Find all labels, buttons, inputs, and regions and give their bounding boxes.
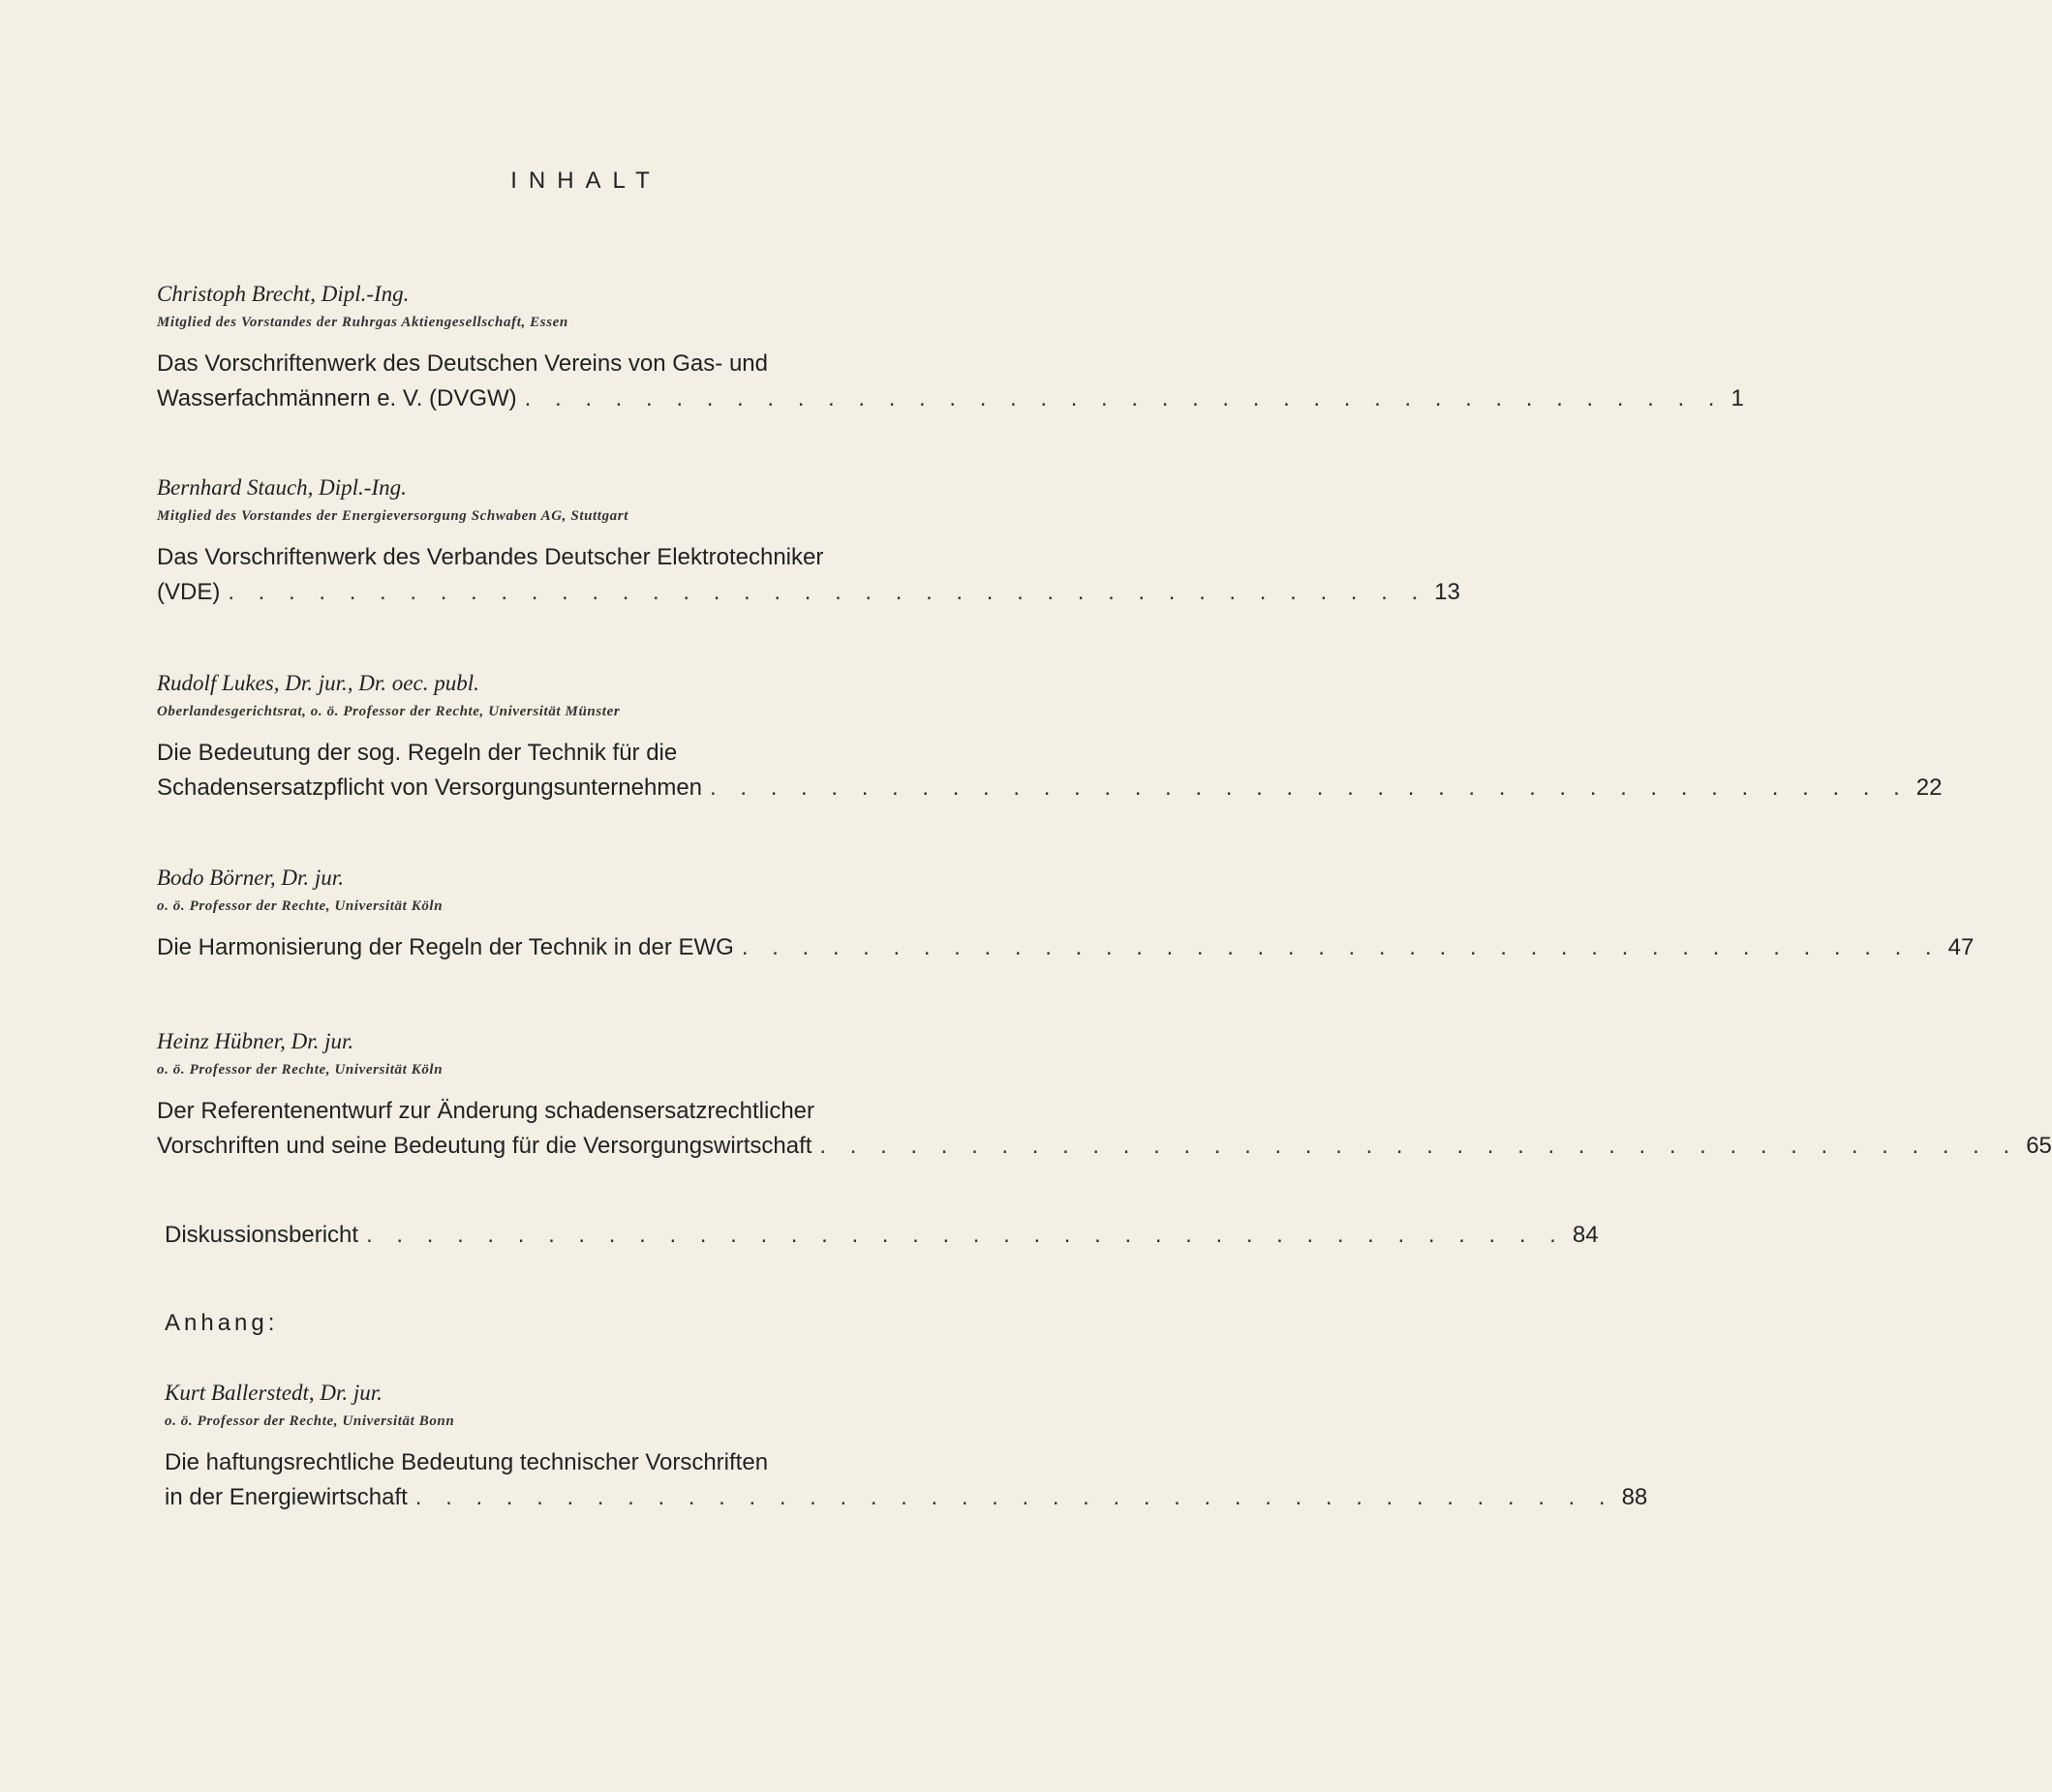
entry-title [157,1218,1599,1253]
entry-page-number: 1 [1730,385,1744,411]
entry-title-line-with-page [157,1218,1599,1253]
entry-affiliation: Mitglied des Vorstandes der Ruhrgas Aktiengesellschaft, Essen [157,315,568,330]
entry-page-number: 13 [1434,579,1460,605]
entry-title [165,1445,1648,1515]
entry-title [157,930,1975,965]
entry-author: Heinz Hübner, Dr. jur. [157,1029,354,1053]
entry-title [157,540,1460,610]
entry-title-text: Vorschriften und seine Bedeutung für die Versorgungswirtschaft [157,1133,812,1159]
entry-title-line: Das Vorschriftenwerk des Deutschen Vereins von Gas- und [157,350,768,377]
toc-entry-huebner [157,1028,2052,1164]
toc-entry-lukes [157,670,1943,805]
leader-dots: . . . . . . . . . . . . . . . . . . . . . . . . . . . . . . . . . . . . . . . . [414,1484,1614,1510]
leader-dots: . . . . . . . . . . . . . . . . . . . . . . . . . . . . . . . . . . . . . . . . [524,385,1724,411]
entry-author: Rudolf Lukes, Dr. jur., Dr. oec. publ. [157,671,479,695]
entry-title-text: Diskussionsbericht [165,1222,359,1248]
entry-affiliation: Mitglied des Vorstandes der Energieversorgung Schwaben AG, Stuttgart [157,508,628,524]
entry-affiliation: Oberlandesgerichtsrat, o. ö. Professor der Rechte, Universität Münster [157,704,621,719]
entry-title-line-with-page [157,930,1975,965]
entry-affiliation: o. ö. Professor der Rechte, Universität Köln [157,898,444,914]
leader-dots: . . . . . . . . . . . . . . . . . . . . . . . . . . . . . . . . . . . . . . . . [741,934,1941,960]
entry-page-number: 47 [1947,934,1975,960]
entry-author: Kurt Ballerstedt, Dr. jur. [165,1381,383,1405]
entry-title [157,1094,2052,1164]
entry-title-line: Die Bedeutung der sog. Regeln der Technik für die [157,740,678,766]
entry-affiliation: o. ö. Professor der Rechte, Universität Köln [157,1062,444,1078]
toc-entry-discussion [157,1218,1599,1253]
entry-title [157,347,1744,416]
entry-title-line-with-page [157,771,1943,805]
entry-title-line-with-page [157,1129,2052,1164]
leader-dots: . . . . . . . . . . . . . . . . . . . . . . . . . . . . . . . . . . . . . . . . [819,1133,2019,1159]
entry-title-line-with-page [165,1480,1648,1515]
entry-title-text: Schadensersatzpflicht von Versorgungsunternehmen [157,775,703,801]
leader-dots: . . . . . . . . . . . . . . . . . . . . . . . . . . . . . . . . . . . . . . . . [228,579,1427,605]
entry-title-line-with-page [157,381,1744,416]
toc-entry-stauch [157,474,1460,610]
entry-title-text: Die Harmonisierung der Regeln der Technik in der EWG [157,934,734,960]
toc-entry-boerner [157,865,1975,965]
page-title: INHALT [510,167,661,194]
toc-entry-brecht [157,281,1744,416]
entry-affiliation: o. ö. Professor der Rechte, Universität Bonn [165,1413,455,1429]
entry-page-number: 65 [2026,1133,2052,1159]
entry-title-line: Die haftungsrechtliche Bedeutung technischer Vorschriften [165,1449,769,1475]
entry-title-text: (VDE) [157,579,221,605]
toc-entry-ballerstedt [165,1380,1648,1515]
entry-title-line-with-page [157,575,1460,610]
appendix-heading: Anhang: [165,1310,279,1336]
entry-page-number: 84 [1572,1222,1599,1248]
leader-dots: . . . . . . . . . . . . . . . . . . . . . . . . . . . . . . . . . . . . . . . . [366,1222,1565,1248]
entry-title-text: in der Energiewirtschaft [165,1484,408,1510]
entry-page-number: 88 [1621,1484,1648,1510]
entry-author: Christoph Brecht, Dipl.-Ing. [157,282,410,306]
entry-author: Bernhard Stauch, Dipl.-Ing. [157,475,407,500]
entry-title-text: Wasserfachmännern e. V. (DVGW) [157,385,517,411]
entry-title-line: Der Referentenentwurf zur Änderung schadensersatzrechtlicher [157,1098,815,1124]
entry-title [157,736,1943,805]
entry-title-line: Das Vorschriftenwerk des Verbandes Deutscher Elektrotechniker [157,544,824,570]
leader-dots: . . . . . . . . . . . . . . . . . . . . . . . . . . . . . . . . . . . . . . . . [710,775,1909,801]
entry-page-number: 22 [1915,775,1943,801]
entry-author: Bodo Börner, Dr. jur. [157,866,344,890]
